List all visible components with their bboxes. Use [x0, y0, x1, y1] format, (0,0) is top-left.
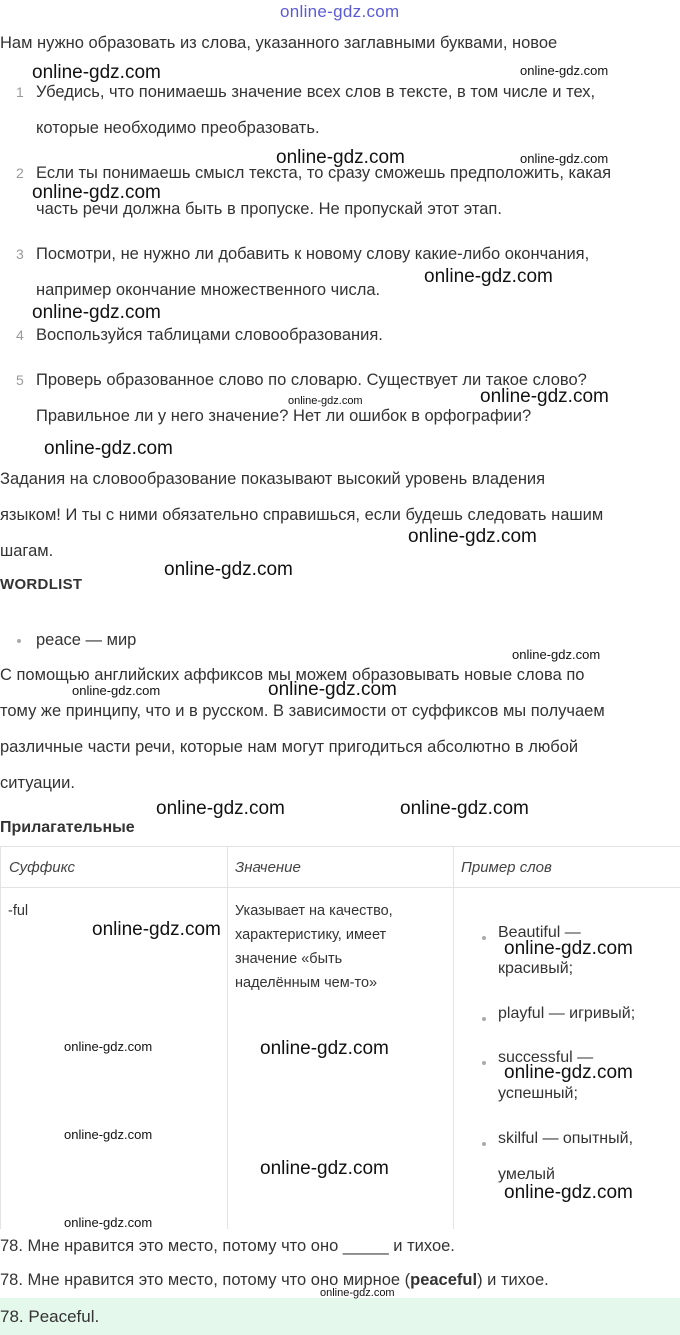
exercise-question: 78. Мне нравится это место, потому что оно _____ и тихое. — [0, 1237, 455, 1255]
watermark: online-gdz.com — [156, 798, 285, 819]
step-text: часть речи должна быть в пропуске. Не пропускай этот этап. — [36, 200, 502, 218]
watermark: online-gdz.com — [164, 559, 293, 580]
watermark: online-gdz.com — [400, 798, 529, 819]
watermark: online-gdz.com — [276, 147, 405, 168]
answer-text: 78. Мне нравится это место, потому что оно мирное ( — [0, 1271, 411, 1289]
column-header-suffix: Суффикс — [9, 859, 75, 876]
step-text: Убедись, что понимаешь значение всех слов в тексте, в том числе и тех, — [36, 83, 596, 101]
watermark: online-gdz.com — [72, 683, 161, 698]
wordlist-heading: WORDLIST — [0, 576, 83, 593]
watermark-top: online-gdz.com — [280, 2, 400, 21]
meaning-line: наделённым чем-то» — [235, 975, 378, 991]
example-word: Beautiful — — [498, 924, 581, 941]
watermark: online-gdz.com — [64, 1039, 153, 1054]
watermark: online-gdz.com — [480, 386, 609, 407]
column-divider — [453, 847, 454, 1229]
step-number: 2 — [16, 165, 24, 181]
watermark: online-gdz.com — [92, 919, 221, 940]
column-header-meaning: Значение — [235, 859, 301, 876]
watermark: online-gdz.com — [408, 526, 537, 547]
affix-line: С помощью английских аффиксов мы можем образовывать новые слова по — [0, 666, 585, 684]
wordlist-item: peace — мир — [36, 631, 137, 649]
meaning-line: характеристику, имеет — [235, 927, 387, 943]
intro-text: Нам нужно образовать из слова, указанного заглавными буквами, новое — [0, 34, 558, 52]
step-text: Если ты понимаешь смысл текста, то сразу сможешь предположить, какая — [36, 164, 612, 182]
watermark: online-gdz.com — [64, 1215, 153, 1230]
watermark: online-gdz.com — [32, 302, 161, 323]
bullet-dot — [482, 1061, 486, 1065]
watermark: online-gdz.com — [504, 1182, 633, 1203]
affix-line: различные части речи, которые нам могут пригодиться абсолютно в любой — [0, 738, 579, 756]
affix-line: ситуации. — [0, 774, 75, 792]
example-word: успешный; — [498, 1085, 578, 1102]
watermark: online-gdz.com — [424, 266, 553, 287]
example-word: playful — игривый; — [498, 1005, 636, 1022]
conclusion-line: языком! И ты с ними обязательно справишься, если будешь следовать нашим — [0, 506, 604, 524]
affix-line: тому же принципу, что и в русском. В зависимости от суффиксов мы получаем — [0, 702, 605, 720]
watermark: online-gdz.com — [512, 647, 601, 662]
watermark: online-gdz.com — [288, 395, 363, 407]
adjectives-heading: Прилагательные — [0, 819, 135, 836]
step-number: 5 — [16, 372, 24, 388]
watermark: online-gdz.com — [520, 151, 609, 166]
bullet-dot — [482, 936, 486, 940]
bullet-dot — [17, 639, 21, 643]
short-answer-bar — [0, 1298, 680, 1335]
step-text: которые необходимо преобразовать. — [36, 119, 320, 137]
conclusion-line: шагам. — [0, 542, 54, 560]
step-number: 3 — [16, 246, 24, 262]
bullet-dot — [482, 1017, 486, 1021]
conclusion-line: Задания на словообразование показывают высокий уровень владения — [0, 470, 546, 488]
short-answer: 78. Peaceful. — [0, 1307, 100, 1326]
watermark: online-gdz.com — [520, 63, 609, 78]
watermark: online-gdz.com — [32, 62, 161, 83]
column-divider — [227, 847, 228, 1229]
watermark: online-gdz.com — [320, 1287, 395, 1299]
example-word: красивый; — [498, 960, 574, 977]
example-word: successful — — [498, 1049, 594, 1066]
step-text: например окончание множественного числа. — [36, 281, 381, 299]
bullet-dot — [482, 1142, 486, 1146]
step-number: 4 — [16, 327, 24, 343]
meaning-line: значение «быть — [235, 951, 343, 967]
step-text: Проверь образованное слово по словарю. Существует ли такое слово? — [36, 371, 587, 389]
watermark: online-gdz.com — [504, 1062, 633, 1083]
step-text: Воспользуйся таблицами словообразования. — [36, 326, 383, 344]
answer-text: ) и тихое. — [477, 1271, 549, 1289]
example-word: skilful — опытный, — [498, 1130, 634, 1147]
exercise-answer — [0, 1263, 549, 1297]
watermark: online-gdz.com — [260, 1158, 389, 1179]
watermark: online-gdz.com — [504, 938, 633, 959]
watermark: online-gdz.com — [44, 438, 173, 459]
watermark: online-gdz.com — [32, 182, 161, 203]
example-word: умелый — [498, 1166, 555, 1183]
watermark: online-gdz.com — [268, 679, 397, 700]
column-header-examples: Пример слов — [461, 859, 552, 876]
meaning-line: Указывает на качество, — [235, 903, 393, 919]
step-text: Посмотри, не нужно ли добавить к новому слову какие-либо окончания, — [36, 245, 590, 263]
watermark: online-gdz.com — [64, 1127, 153, 1142]
watermark: online-gdz.com — [260, 1038, 389, 1059]
suffix-cell: -ful — [8, 903, 29, 919]
step-text: Правильное ли у него значение? Нет ли ошибок в орфографии? — [36, 407, 532, 425]
step-number: 1 — [16, 84, 24, 100]
answer-highlight: peaceful — [410, 1271, 478, 1289]
table-header-row — [1, 847, 680, 888]
